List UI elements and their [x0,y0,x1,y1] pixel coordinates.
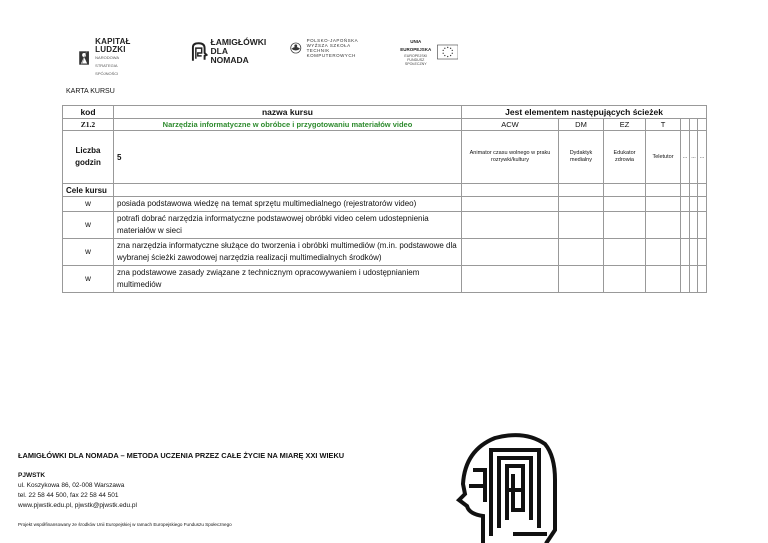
empty-cell [646,184,681,197]
ue-sub2-text: FUNDUSZ SPOŁECZNY [404,58,427,66]
goal-text: posiada podstawowa wiedzę na temat sprzętu multimedialnego (rejestratorów video) [114,197,462,212]
empty-cell [681,266,690,293]
empty-cell [690,212,698,239]
empty-cell [698,266,707,293]
empty-cell [462,184,559,197]
ue-main-text: UNIA EUROPEJSKA [400,39,432,52]
empty-cell [604,212,646,239]
empty-cell [559,212,604,239]
empty-cell [690,266,698,293]
footer-org: PJWSTK [18,472,46,479]
hours-row [63,131,707,184]
empty-cell [690,239,698,266]
empty-cell [698,197,707,212]
eu-flag-icon [437,43,458,61]
path-code-empty [698,119,707,131]
path-code-dm: DM [559,119,604,131]
pjwstk-line1: POLSKO-JAPOŃSKA [306,38,359,43]
pjwstk-emblem-icon [290,40,302,56]
empty-cell [114,184,462,197]
kapital-ludzki-subtext: NARODOWA STRATEGIA SPÓJNOŚCI [95,55,119,76]
pjwstk-line3: TECHNIK KOMPUTEROWYCH [306,48,356,58]
hours-value: 5 [114,131,462,184]
empty-cell [462,266,559,293]
empty-cell [559,184,604,197]
lamiglowki-logo [190,38,267,65]
empty-cell [690,197,698,212]
empty-cell [690,184,698,197]
sciezki-header: Jest elementem następujących ścieżek [462,106,707,119]
empty-cell [604,266,646,293]
empty-cell [698,239,707,266]
path-name-ellipsis: ... [698,131,707,184]
course-name: Narzędzia informatyczne w obróbce i przygotowaniu materiałów video [114,119,462,131]
empty-cell [646,266,681,293]
empty-cell [646,197,681,212]
empty-cell [462,212,559,239]
course-table [62,105,707,293]
goal-type: w [63,212,114,239]
footer-web: www.pjwstk.edu.pl, pjwstk@pjwstk.edu.pl [18,502,137,509]
empty-cell [681,184,690,197]
empty-cell [646,212,681,239]
goal-text: zna podstawowe zasady związane z technicznym opracowywaniem i udostępnianiem multimediów [114,266,462,293]
empty-cell [646,239,681,266]
empty-cell [559,197,604,212]
empty-cell [681,197,690,212]
maze-head-small-icon [190,41,208,63]
footer-phone: tel. 22 58 44 500, fax 22 58 44 501 [18,492,119,499]
course-code: Z1.2 [63,119,114,131]
path-name-edukator: Edukator zdrowia [604,131,646,184]
empty-cell [462,197,559,212]
empty-cell [559,239,604,266]
path-name-animator: Animator czasu wolnego w praku rozrywki/kultury [462,131,559,184]
path-code-ez: EZ [604,119,646,131]
footer-title: ŁAMIGŁÓWKI DLA NOMADA – METODA UCZENIA PRZEZ CAŁE ŻYCIE NA MIARĘ XXI WIEKU [18,451,345,460]
path-name-ellipsis: ... [681,131,690,184]
kapital-ludzki-text: KAPITAŁ LUDZKI [95,37,131,54]
goal-type: w [63,239,114,266]
course-row [63,119,707,131]
goal-row [63,239,707,266]
path-code-empty [681,119,690,131]
lamiglowki-line2: DLA NOMADA [210,46,249,65]
path-code-acw: ACW [462,119,559,131]
empty-cell [604,239,646,266]
empty-cell [604,184,646,197]
cele-kursu-label: Cele kursu [63,184,114,197]
empty-cell [559,266,604,293]
nazwa-header: nazwa kursu [114,106,462,119]
goal-row [63,212,707,239]
pjwstk-line2: WYŻSZA SZKOŁA [306,43,351,48]
goal-type: w [63,266,114,293]
goal-row [63,197,707,212]
empty-cell [698,184,707,197]
empty-cell [604,197,646,212]
empty-cell [462,239,559,266]
lamiglowki-line1: ŁAMIGŁÓWKI [210,37,267,47]
pjwstk-logo [290,38,360,58]
goal-text: zna narzędzia informatyczne służące do tworzenia i obróbki multimediów (m.in. podstawowe dla wybranej ścieżki zawodowej narzędzia realizacji multimedialnych środków) [114,239,462,266]
maze-head-icon [455,430,557,543]
goal-text: potrafi dobrać narzędzia informatyczne podstawowej obróbki video celem udostepnienia materiałów w sieci [114,212,462,239]
empty-cell [681,212,690,239]
ue-logo [398,38,458,66]
karta-kursu-label: KARTA KURSU [66,88,115,95]
path-code-t: T [646,119,681,131]
liczba-godzin-label: Liczba godzin [63,131,114,184]
kapital-ludzki-logo [78,38,138,78]
empty-cell [681,239,690,266]
path-code-empty [690,119,698,131]
cele-header-row [63,184,707,197]
path-name-ellipsis: ... [690,131,698,184]
goal-type: w [63,197,114,212]
footer-address: ul. Koszykowa 86, 02-008 Warszawa [18,482,125,489]
header-row [63,106,707,119]
kapital-ludzki-emblem-icon [78,45,90,71]
kod-header: kod [63,106,114,119]
ue-sub1-text: EUROPEJSKI [404,54,428,58]
empty-cell [698,212,707,239]
footer-note: Projekt współfinansowany ze środków Unii Europejskiej w ramach Europejskiego Funduszu Społecznego [18,522,232,527]
path-name-dydaktyk: Dydaktyk medialny [559,131,604,184]
path-name-teletutor: Teletutor [646,131,681,184]
goal-row [63,266,707,293]
